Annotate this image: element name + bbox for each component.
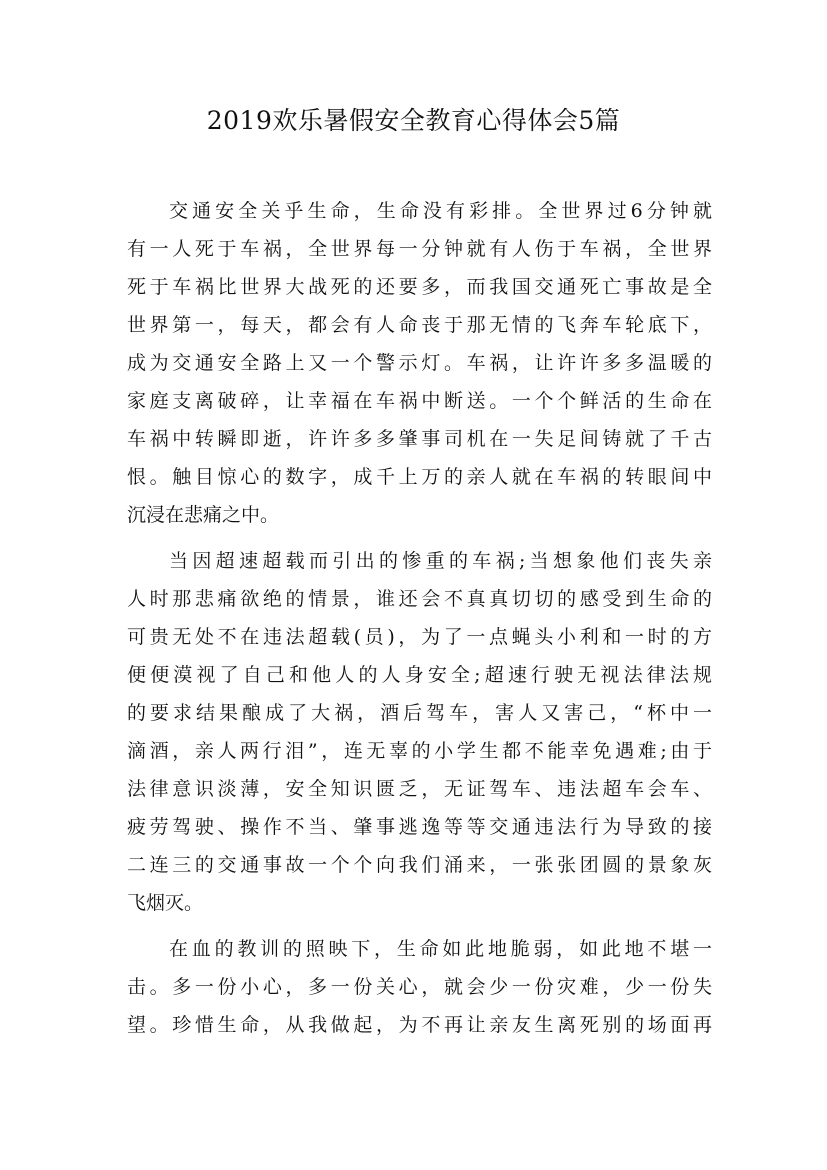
text-line: 望。珍惜生命，从我做起，为不再让亲友生离死别的场面再 xyxy=(127,1014,712,1036)
text-line: 的要求结果酿成了大祸，酒后驾车，害人又害己，“杯中一 xyxy=(127,702,712,724)
text-line: 便便漠视了自己和他人的人身安全;超速行驶无视法律法规 xyxy=(127,664,712,686)
text-line: 可贵无处不在违法超载(员)，为了一点蝇头小利和一时的方 xyxy=(127,626,712,648)
text-line: 有一人死于车祸，全世界每一分钟就有人伤于车祸，全世界 xyxy=(127,238,712,260)
document-body xyxy=(127,192,712,1044)
text-line: 恨。触目惊心的数字，成千上万的亲人就在车祸的转眼间中 xyxy=(127,466,712,488)
text-line: 法律意识淡薄，安全知识匮乏，无证驾车、违法超车会车、 xyxy=(127,778,712,800)
text-line: 沉浸在悲痛之中。 xyxy=(127,504,280,526)
text-line: 成为交通安全路上又一个警示灯。车祸，让许许多多温暖的 xyxy=(127,352,712,374)
text-line: 死于车祸比世界大战死的还要多，而我国交通死亡事故是全 xyxy=(127,276,712,298)
text-line: 飞烟灭。 xyxy=(127,892,204,914)
text-line: 滴酒，亲人两行泪”，连无辜的小学生都不能幸免遇难;由于 xyxy=(127,740,712,762)
text-line: 车祸中转瞬即逝，许许多多肇事司机在一失足间铸就了千古 xyxy=(127,428,712,450)
document-title: 2019欢乐暑假安全教育心得体会5篇 xyxy=(206,106,621,135)
paragraph-3 xyxy=(127,930,712,1044)
text-line: 家庭支离破碎，让幸福在车祸中断送。一个个鲜活的生命在 xyxy=(127,390,712,412)
text-line: 在血的教训的照映下，生命如此地脆弱，如此地不堪一 xyxy=(169,938,712,960)
text-line: 二连三的交通事故一个个向我们涌来，一张张团圆的景象灰 xyxy=(127,854,712,876)
text-line: 疲劳驾驶、操作不当、肇事逃逸等等交通违法行为导致的接 xyxy=(127,816,712,838)
paragraph-2 xyxy=(127,542,712,922)
text-line: 当因超速超载而引出的惨重的车祸;当想象他们丧失亲 xyxy=(169,550,712,572)
text-line: 交通安全关乎生命，生命没有彩排。全世界过6分钟就 xyxy=(169,200,712,222)
text-line: 人时那悲痛欲绝的情景，谁还会不真真切切的感受到生命的 xyxy=(127,588,712,610)
paragraph-1 xyxy=(127,192,712,534)
text-line: 击。多一份小心，多一份关心，就会少一份灾难，少一份失 xyxy=(127,976,712,998)
text-line: 世界第一，每天，都会有人命丧于那无情的飞奔车轮底下， xyxy=(127,314,712,336)
